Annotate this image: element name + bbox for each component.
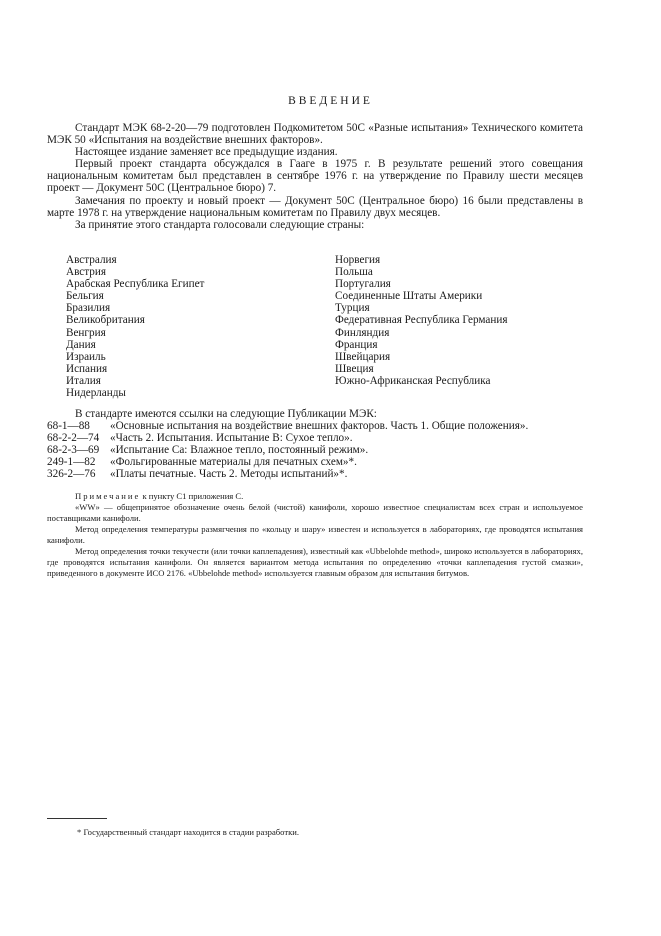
note-heading bbox=[47, 491, 583, 502]
country-item: Арабская Республика Египет bbox=[66, 278, 205, 291]
country-item: Швеция bbox=[335, 362, 374, 375]
note-paragraph: «WW» — общепринятое обозначение очень белой (чистой) канифоли, хорошо известное специалистам всех стран и используемое поставщиками канифоли. bbox=[47, 502, 583, 523]
references-section bbox=[47, 408, 587, 481]
country-item: Австралия bbox=[66, 254, 117, 266]
references-intro: В стандарте имеются ссылки на следующие Публикации МЭК: bbox=[75, 408, 377, 420]
country-item: Турция bbox=[335, 302, 370, 315]
country-item: Бельгия bbox=[66, 290, 104, 303]
country-item: Испания bbox=[66, 362, 108, 375]
country-item: Израиль bbox=[66, 350, 106, 363]
paragraph: За принятие этого стандарта голосовали следующие страны: bbox=[75, 218, 365, 231]
country-item: Южно-Африканская Республика bbox=[335, 374, 491, 387]
country-item: Великобритания bbox=[66, 314, 145, 327]
reference-number: 68-2-3—69 bbox=[47, 444, 100, 457]
paragraph: Стандарт МЭК 68-2-20—79 подготовлен Подкомитетом 50С «Разные испытания» Технического комитета МЭК 50 «Испытания на воздействие внешних факторов». bbox=[47, 122, 583, 147]
reference-number: 249-1—82 bbox=[47, 456, 96, 469]
country-item: Венгрия bbox=[66, 326, 106, 339]
country-column-left bbox=[66, 254, 204, 399]
reference-row bbox=[47, 432, 587, 444]
paragraph: Первый проект стандарта обсуждался в Гааге в 1975 г. В результате решений этого совещания национальным комитетам был представлен в сентябре 1976 г. на утверждение по Правилу шести месяцев проект — Документ 50С (Центральное бюро) 7. bbox=[47, 158, 583, 195]
country-item: Португалия bbox=[335, 278, 391, 291]
reference-row bbox=[47, 420, 587, 432]
country-item: Франция bbox=[335, 338, 378, 351]
reference-row bbox=[47, 456, 587, 468]
paragraph: Настоящее издание заменяет все предыдущие издания. bbox=[75, 146, 338, 159]
footnote-divider bbox=[47, 818, 107, 819]
note-paragraph: Метод определения точки текучести (или точки каплепадения), известный как «Ubbelohde method», широко используется в лабораториях, где проводятся испытания канифоли. Он является вариантом метода испытания по определению «точки каплепадения густой смазки», приведенного в документе ИСО 2176. «Ubbelohde method» используется главным образом для испытания битумов. bbox=[47, 546, 583, 578]
paragraph: Замечания по проекту и новый проект — Документ 50С (Центральное бюро) 16 были представлены в марте 1978 г. на утверждение национальным комитетам по Правилу двух месяцев. bbox=[47, 194, 583, 219]
country-item: Польша bbox=[335, 266, 373, 279]
reference-number: 68-2-2—74 bbox=[47, 432, 100, 445]
note-paragraph: Метод определения температуры размягчения по «кольцу и шару» известен и используется в лабораториях, где проводятся испытания канифоли. bbox=[47, 524, 583, 545]
country-item: Дания bbox=[66, 338, 96, 351]
reference-title: «Часть 2. Испытания. Испытание В: Сухое тепло». bbox=[110, 432, 353, 445]
note-section bbox=[47, 491, 583, 579]
country-item: Финляндия bbox=[335, 326, 390, 339]
reference-row bbox=[47, 468, 587, 480]
note-label-rest: к пункту С1 приложения С. bbox=[140, 491, 244, 501]
country-item: Австрия bbox=[66, 266, 107, 279]
reference-number: 326-2—76 bbox=[47, 468, 96, 481]
footnote: * Государственный стандарт находится в стадии разработки. bbox=[77, 827, 300, 837]
country-item: Соединенные Штаты Америки bbox=[335, 290, 483, 303]
intro-text bbox=[47, 122, 583, 231]
country-item: Федеративная Республика Германия bbox=[335, 314, 508, 327]
reference-title: «Основные испытания на воздействие внешних факторов. Часть 1. Общие положения». bbox=[110, 420, 529, 433]
country-item: Норвегия bbox=[335, 254, 381, 266]
country-item: Бразилия bbox=[66, 302, 111, 315]
reference-title: «Испытание Са: Влажное тепло, постоянный режим». bbox=[110, 444, 369, 457]
country-item: Италия bbox=[66, 374, 101, 387]
page-title: ВВЕДЕНИЕ bbox=[288, 95, 373, 107]
reference-row bbox=[47, 444, 587, 456]
country-column-right bbox=[335, 254, 507, 387]
reference-number: 68-1—88 bbox=[47, 420, 90, 433]
reference-title: «Платы печатные. Часть 2. Методы испытаний»*. bbox=[110, 468, 348, 481]
country-item: Швейцария bbox=[335, 350, 391, 363]
country-item: Нидерланды bbox=[66, 387, 126, 400]
reference-title: «Фольгированные материалы для печатных схем»*. bbox=[110, 456, 357, 469]
note-label: Примечание bbox=[75, 491, 141, 501]
